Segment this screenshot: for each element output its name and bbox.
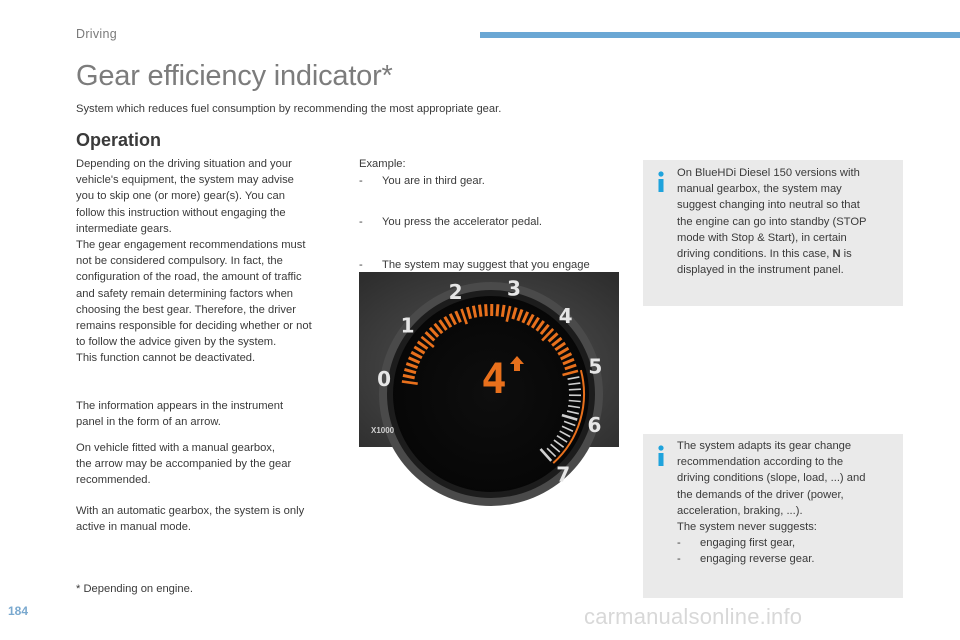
text-line: This function cannot be deactivated. bbox=[76, 352, 256, 365]
text-line: With an automatic gearbox, the system is only bbox=[76, 505, 305, 517]
example-step-2 bbox=[359, 214, 629, 230]
bullet-text: engaging reverse gear. bbox=[700, 553, 815, 566]
text-line: On vehicle fitted with a manual gearbox, bbox=[76, 442, 275, 454]
text-segment: driving conditions. In this case, bbox=[677, 248, 833, 261]
gauge-tick-label: 0 bbox=[377, 366, 392, 391]
neutral-symbol: N bbox=[832, 248, 841, 261]
text-line: configuration of the road, the amount of traffic bbox=[76, 271, 302, 284]
text-line: mode with Stop & Start), in certain bbox=[677, 231, 847, 244]
page-number: 184 bbox=[8, 604, 29, 618]
dash: - bbox=[677, 553, 681, 566]
section-label: Driving bbox=[76, 27, 117, 41]
text-line: to follow the advice given by the system. bbox=[76, 336, 277, 349]
text-line: acceleration, braking, ...). bbox=[677, 504, 803, 517]
text-line: and safety remain determining factors when bbox=[76, 287, 294, 300]
dash: - bbox=[359, 259, 363, 272]
text-line: The information appears in the instrument bbox=[76, 400, 284, 412]
text-line: displayed in the instrument panel. bbox=[677, 264, 844, 277]
text-line: driving conditions (slope, load, ...) and bbox=[677, 472, 866, 485]
intro-text: System which reduces fuel consumption by recommending the most appropriate gear. bbox=[76, 103, 502, 115]
info-box-bluehdi bbox=[643, 160, 903, 306]
minor-tick bbox=[569, 401, 581, 402]
page-title: Gear efficiency indicator* bbox=[76, 60, 393, 92]
operation-paragraph-1 bbox=[76, 156, 344, 367]
text-line: recommended. bbox=[76, 474, 151, 487]
text-line: not be considered compulsory. In fact, the bbox=[76, 255, 283, 268]
text-line: The system never suggests: bbox=[677, 521, 817, 534]
text-line: Depending on the driving situation and your bbox=[76, 158, 292, 170]
text-segment: is bbox=[840, 248, 852, 261]
gauge-tick-label: 5 bbox=[588, 354, 603, 379]
text-line: suggest changing into neutral so that bbox=[677, 199, 860, 212]
text-line: the arrow may be accompanied by the gear bbox=[76, 458, 292, 471]
minor-tick bbox=[502, 305, 504, 317]
text-line: panel in the form of an arrow. bbox=[76, 416, 221, 429]
info-text bbox=[677, 165, 893, 278]
gauge-multiplier: X1000 bbox=[371, 426, 395, 435]
text-line: manual gearbox, the system may bbox=[677, 183, 842, 196]
tachometer-gauge bbox=[359, 272, 619, 487]
gauge-tick-label: 7 bbox=[556, 462, 571, 487]
footnote: * Depending on engine. bbox=[76, 583, 193, 595]
info-box-adaptive bbox=[643, 434, 903, 598]
minor-tick bbox=[569, 389, 581, 390]
example-label: Example: bbox=[359, 158, 406, 170]
text-line: On BlueHDi Diesel 150 versions with bbox=[677, 167, 860, 179]
text-line: follow this instruction without engaging the bbox=[76, 206, 286, 219]
dash: - bbox=[359, 175, 363, 187]
text-line: The system adapts its gear change bbox=[677, 440, 852, 452]
text-line: vehicle's equipment, the system may advise bbox=[76, 174, 294, 187]
text-line: the demands of the driver (power, bbox=[677, 488, 844, 501]
operation-paragraph-2 bbox=[76, 398, 344, 430]
text-line: remains responsible for deciding whether or not bbox=[76, 320, 312, 333]
step-text: The system may suggest that you engage bbox=[382, 259, 590, 272]
example-step-1 bbox=[359, 173, 629, 189]
header-rule bbox=[480, 32, 960, 38]
minor-tick bbox=[479, 305, 481, 317]
info-icon bbox=[655, 445, 667, 467]
operation-paragraph-4 bbox=[76, 503, 344, 535]
step-text: You are in third gear. bbox=[382, 175, 485, 187]
text-line bbox=[677, 246, 893, 262]
step-text: You press the accelerator pedal. bbox=[382, 216, 543, 229]
text-line: recommendation according to the bbox=[677, 456, 844, 469]
minor-tick bbox=[486, 304, 487, 316]
instrument-panel-illustration bbox=[359, 272, 619, 487]
text-line: you to skip one (or more) gear(s). You can bbox=[76, 190, 285, 203]
gauge-tick-label: 6 bbox=[587, 412, 602, 437]
dash: - bbox=[359, 216, 363, 229]
text-line: intermediate gears. bbox=[76, 222, 172, 235]
info-text bbox=[677, 438, 893, 568]
gauge-tick-label: 3 bbox=[507, 276, 521, 301]
bullet-item bbox=[677, 535, 893, 551]
info-icon bbox=[655, 171, 667, 193]
current-gear-digit: 4 bbox=[481, 354, 507, 403]
text-line: the engine can go into standby (STOP bbox=[677, 215, 867, 228]
bullet-text: engaging first gear, bbox=[700, 537, 796, 550]
minor-tick bbox=[497, 304, 498, 316]
gauge-tick-label: 1 bbox=[400, 313, 415, 338]
text-line: active in manual mode. bbox=[76, 521, 192, 534]
operation-paragraph-3 bbox=[76, 440, 344, 489]
text-line: The gear engagement recommendations must bbox=[76, 239, 306, 252]
operation-heading: Operation bbox=[76, 130, 162, 150]
bullet-item bbox=[677, 551, 893, 567]
gauge-tick-label: 2 bbox=[448, 279, 463, 304]
watermark: carmanualsonline.info bbox=[584, 604, 803, 629]
gauge-tick-label: 4 bbox=[558, 303, 573, 328]
dash: - bbox=[677, 537, 681, 550]
text-line: choosing the best gear. Therefore, the driver bbox=[76, 303, 296, 316]
